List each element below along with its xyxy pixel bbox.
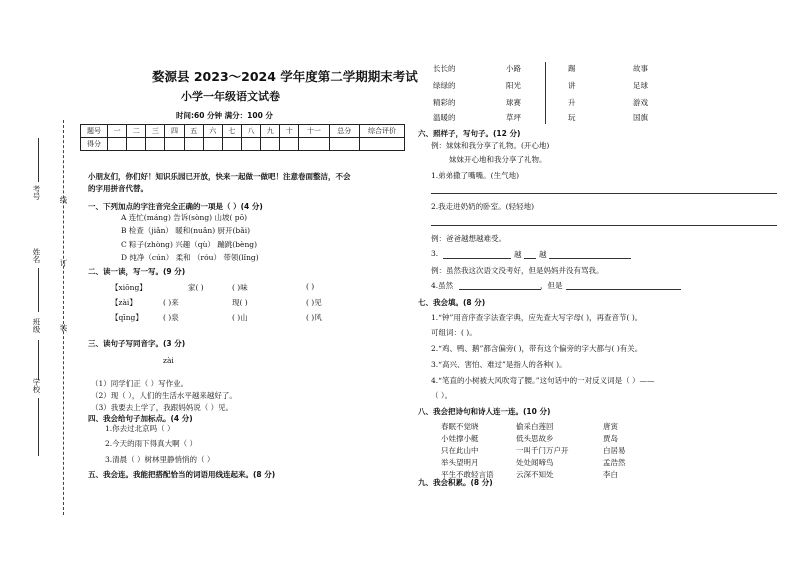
q3-heading: 三、读句子写同音字。(3 分) xyxy=(88,339,186,348)
q2-blank[interactable]: 家( ) xyxy=(188,283,204,292)
q8-poem-line[interactable]: 一叫千门万户开 xyxy=(516,446,569,455)
exam-subtitle: 小学一年级语文试卷 xyxy=(181,90,280,103)
q2-pinyin-1: 【xiōng】 xyxy=(111,283,147,292)
binding-mark-zhuang: 装 xyxy=(59,324,68,332)
score-entry[interactable] xyxy=(241,138,260,151)
q5-col4-item[interactable]: 国旗 xyxy=(633,113,648,122)
score-entry[interactable] xyxy=(222,138,241,151)
q7-item-1: 1.“钟”用音序查字法查字典，应先查大写字母( )，再查音节( )。 xyxy=(431,313,643,322)
q8-poet[interactable]: 李白 xyxy=(603,470,618,479)
binding-dashed-line xyxy=(63,120,64,515)
q8-heading: 八、我会把诗句和诗人连一连。(10 分) xyxy=(418,407,551,416)
score-cell: 九 xyxy=(261,125,280,138)
exam-time-info: 时间:60 分钟 满分：100 分 xyxy=(176,111,273,120)
score-entry[interactable] xyxy=(299,138,329,151)
score-cell: 十一 xyxy=(299,125,329,138)
q5-col2-item[interactable]: 草坪 xyxy=(506,113,521,122)
q8-poet[interactable]: 唐寅 xyxy=(603,422,618,431)
q7-item-4b: （ ）。 xyxy=(431,391,453,400)
score-entry[interactable] xyxy=(108,138,127,151)
binding-label-xingming: 姓名 xyxy=(32,248,41,263)
q9-heading: 九、我会积累。(8 分) xyxy=(418,478,493,487)
q5-col1-item[interactable]: 长长的 xyxy=(433,64,456,73)
binding-blank-xuexiao xyxy=(38,398,39,456)
q8-poem-line[interactable]: 平生不敢轻言语 xyxy=(441,470,494,479)
q5-col3-item[interactable]: 踢 xyxy=(568,64,576,73)
score-entry[interactable] xyxy=(127,138,146,151)
binding-mark-ding: 订 xyxy=(59,259,68,267)
score-entry[interactable] xyxy=(360,138,405,151)
q8-poem-line[interactable]: 偷采白莲回 xyxy=(516,422,554,431)
q6-blank[interactable] xyxy=(524,258,536,259)
q5-col3-item[interactable]: 讲 xyxy=(568,81,576,90)
score-cell: 八 xyxy=(241,125,260,138)
q6-item-2: 2.我走进奶奶的卧室。(轻轻地) xyxy=(431,202,535,211)
q8-poet[interactable]: 白居易 xyxy=(603,446,626,455)
score-cell: 综合评价 xyxy=(360,125,405,138)
q5-col1-item[interactable]: 绿绿的 xyxy=(433,81,456,90)
q6-item-3-num: 3. xyxy=(431,249,439,258)
q6-heading: 六、照样子，写句子。(12 分) xyxy=(418,129,521,138)
q7-item-1b: 可组词：( )。 xyxy=(431,328,477,337)
score-cell: 二 xyxy=(127,125,146,138)
score-cell: 十 xyxy=(280,125,299,138)
q2-heading: 二、读一读，写一写。(9 分) xyxy=(88,267,186,276)
q6-answer-line-1[interactable] xyxy=(431,193,777,194)
q4-item-3: 3.清晨（ ）树林里静悄悄的（ ） xyxy=(105,455,215,464)
q2-blank[interactable]: ( )味 xyxy=(232,283,248,292)
q5-col4-item[interactable]: 游戏 xyxy=(633,98,648,107)
binding-blank-banji xyxy=(38,340,39,380)
score-cell: 六 xyxy=(203,125,222,138)
q3-item-1: （1）同学们正（ ）写作业。 xyxy=(91,379,189,388)
score-entry[interactable] xyxy=(280,138,299,151)
q6-example-1-answer: 妹妹开心地和我分享了礼物。 xyxy=(449,155,547,164)
q5-col4-item[interactable]: 足球 xyxy=(633,81,648,90)
q7-item-3: 3.“高兴、害怕、难过”是指人的各种( )。 xyxy=(431,360,567,369)
score-entry[interactable] xyxy=(203,138,222,151)
exam-title: 婺源县 2023～2024 学年度第二学期期末考试 xyxy=(152,69,418,84)
score-table-header-row xyxy=(81,125,405,138)
q4-item-1: 1.你去过北京吗（ ） xyxy=(105,424,175,433)
q7-item-2: 2.“鸡、鸭、鹅”都含偏旁( )，带有这个偏旁的字大都与( )有关。 xyxy=(431,344,643,353)
score-entry[interactable] xyxy=(184,138,203,151)
q8-poem-line[interactable]: 云深不知处 xyxy=(516,470,554,479)
q2-blank[interactable]: ( ) xyxy=(306,282,315,291)
q7-item-4: 4.“笔直的小树被大风吹弯了腰。”这句话中的一对反义词是（ ）—— xyxy=(431,376,655,385)
score-cell: 得分 xyxy=(81,138,108,151)
score-cell: 一 xyxy=(108,125,127,138)
q6-example-2: 例：爸爸越想越难受。 xyxy=(431,234,506,243)
score-entry[interactable] xyxy=(146,138,165,151)
q8-poem-line[interactable]: 小娃撑小艇 xyxy=(441,434,479,443)
score-table-score-row xyxy=(81,138,405,151)
q4-heading: 四、我会给句子加标点。(4 分) xyxy=(88,414,193,423)
q5-col1-item[interactable]: 温暖的 xyxy=(433,113,456,122)
q2-pinyin-2: 【zài】 xyxy=(111,298,137,307)
q5-col3-item[interactable]: 升 xyxy=(568,98,576,107)
binding-label-xuexiao: 学校 xyxy=(32,378,41,393)
q2-pinyin-3: 【qīng】 xyxy=(111,313,143,322)
q8-poem-line[interactable]: 处处闻啼鸟 xyxy=(516,458,554,467)
q1-option-b: B 检查（jiǎn） 暖和(nuǎn) 厨开(bǎi) xyxy=(121,226,251,235)
intro-line-2: 的字用拼音代替。 xyxy=(88,184,148,193)
q8-poem-line[interactable]: 只在此山中 xyxy=(441,446,479,455)
score-table xyxy=(80,124,405,151)
q6-blank[interactable] xyxy=(549,258,631,259)
binding-label-kaohao: 考号 xyxy=(32,185,41,200)
q2-blank[interactable]: ( )风 xyxy=(306,313,322,322)
q8-poem-line[interactable]: 春眠不觉晓 xyxy=(441,422,479,431)
q6-blank[interactable] xyxy=(443,258,511,259)
binding-blank-xingming xyxy=(38,268,39,312)
q2-blank[interactable]: ( )山 xyxy=(232,313,248,322)
q6-blank[interactable] xyxy=(459,289,541,290)
q3-item-3: （3）我要去上学了，我跟妈妈说（ ）见。 xyxy=(91,403,234,412)
q1-option-a: A 连忙(máng) 告诉(sòng) 山坡( pō) xyxy=(121,213,248,222)
score-cell: 四 xyxy=(165,125,184,138)
score-cell: 七 xyxy=(222,125,241,138)
q6-item-4-suiran: 4.虽然 xyxy=(431,281,454,290)
q3-pinyin: zài xyxy=(163,356,174,365)
q5-col1-item[interactable]: 精彩的 xyxy=(433,98,456,107)
intro-line-1: 小朋友们，你们好！知识乐园已开放，快来一起做一做吧！注意卷面整洁，不会 xyxy=(88,172,351,181)
score-entry[interactable] xyxy=(329,138,359,151)
q8-poem-line[interactable]: 举头望明月 xyxy=(441,458,479,467)
q5-col2-item[interactable]: 球赛 xyxy=(506,98,521,107)
q5-heading: 五、我会连。我能把搭配恰当的词语用线连起来。(8 分) xyxy=(88,470,276,479)
score-entry[interactable] xyxy=(165,138,184,151)
binding-mark-xian: 线 xyxy=(59,196,68,204)
score-cell: 五 xyxy=(184,125,203,138)
q1-heading: 一、下列加点的字注音完全正确的一项是（ ）(4 分) xyxy=(88,202,263,211)
q2-blank[interactable]: ( )泉 xyxy=(163,313,179,322)
q6-blank[interactable] xyxy=(566,289,681,290)
q6-item-3-yue1: 越 xyxy=(514,250,522,259)
q6-answer-line-2[interactable] xyxy=(431,225,777,226)
q6-item-4-danshi: ，但是 xyxy=(540,281,563,290)
q5-divider xyxy=(545,62,546,124)
q6-example-3: 例：虽然我这次语文没考好，但是妈妈并没有骂我。 xyxy=(431,266,604,275)
binding-label-banji: 班级 xyxy=(32,318,41,333)
q1-option-d: D 纯净（cún） 柔和 （róu） 带领(lǐng) xyxy=(121,253,259,262)
score-cell: 题号 xyxy=(81,125,108,138)
q8-poem-line[interactable]: 低头思故乡 xyxy=(516,434,554,443)
score-cell: 三 xyxy=(146,125,165,138)
binding-blank-kaohao xyxy=(38,138,39,182)
q6-item-1: 1.弟弟撒了嘴嘴。(生气地) xyxy=(431,171,520,180)
q6-item-3-yue2: 越 xyxy=(539,250,547,259)
q8-poet[interactable]: 贾岛 xyxy=(603,434,618,443)
q4-item-2: 2.今天的雨下得真大啊（ ） xyxy=(105,439,198,448)
q5-col2-item[interactable]: 阳光 xyxy=(506,81,521,90)
q8-poet[interactable]: 孟浩然 xyxy=(603,458,626,467)
q6-example-1: 例：妹妹和我分享了礼物。(开心地) xyxy=(431,141,550,150)
score-cell: 总分 xyxy=(329,125,359,138)
score-entry[interactable] xyxy=(261,138,280,151)
q3-item-2: （2）现（ ），人们的生活水平越来越好了。 xyxy=(91,391,237,400)
q2-blank[interactable]: ( )见 xyxy=(306,298,322,307)
q5-col4-item[interactable]: 故事 xyxy=(633,64,648,73)
q1-option-c: C 粽子(zhòng) 兴趣（qù） 蹦跳(bèng) xyxy=(121,240,258,249)
q2-blank[interactable]: ( )来 xyxy=(163,298,179,307)
q2-blank[interactable]: 现( ) xyxy=(232,298,248,307)
q7-heading: 七、我会填。(8 分) xyxy=(418,298,486,307)
q5-col2-item[interactable]: 小路 xyxy=(506,64,521,73)
q5-col3-item[interactable]: 玩 xyxy=(568,113,576,122)
